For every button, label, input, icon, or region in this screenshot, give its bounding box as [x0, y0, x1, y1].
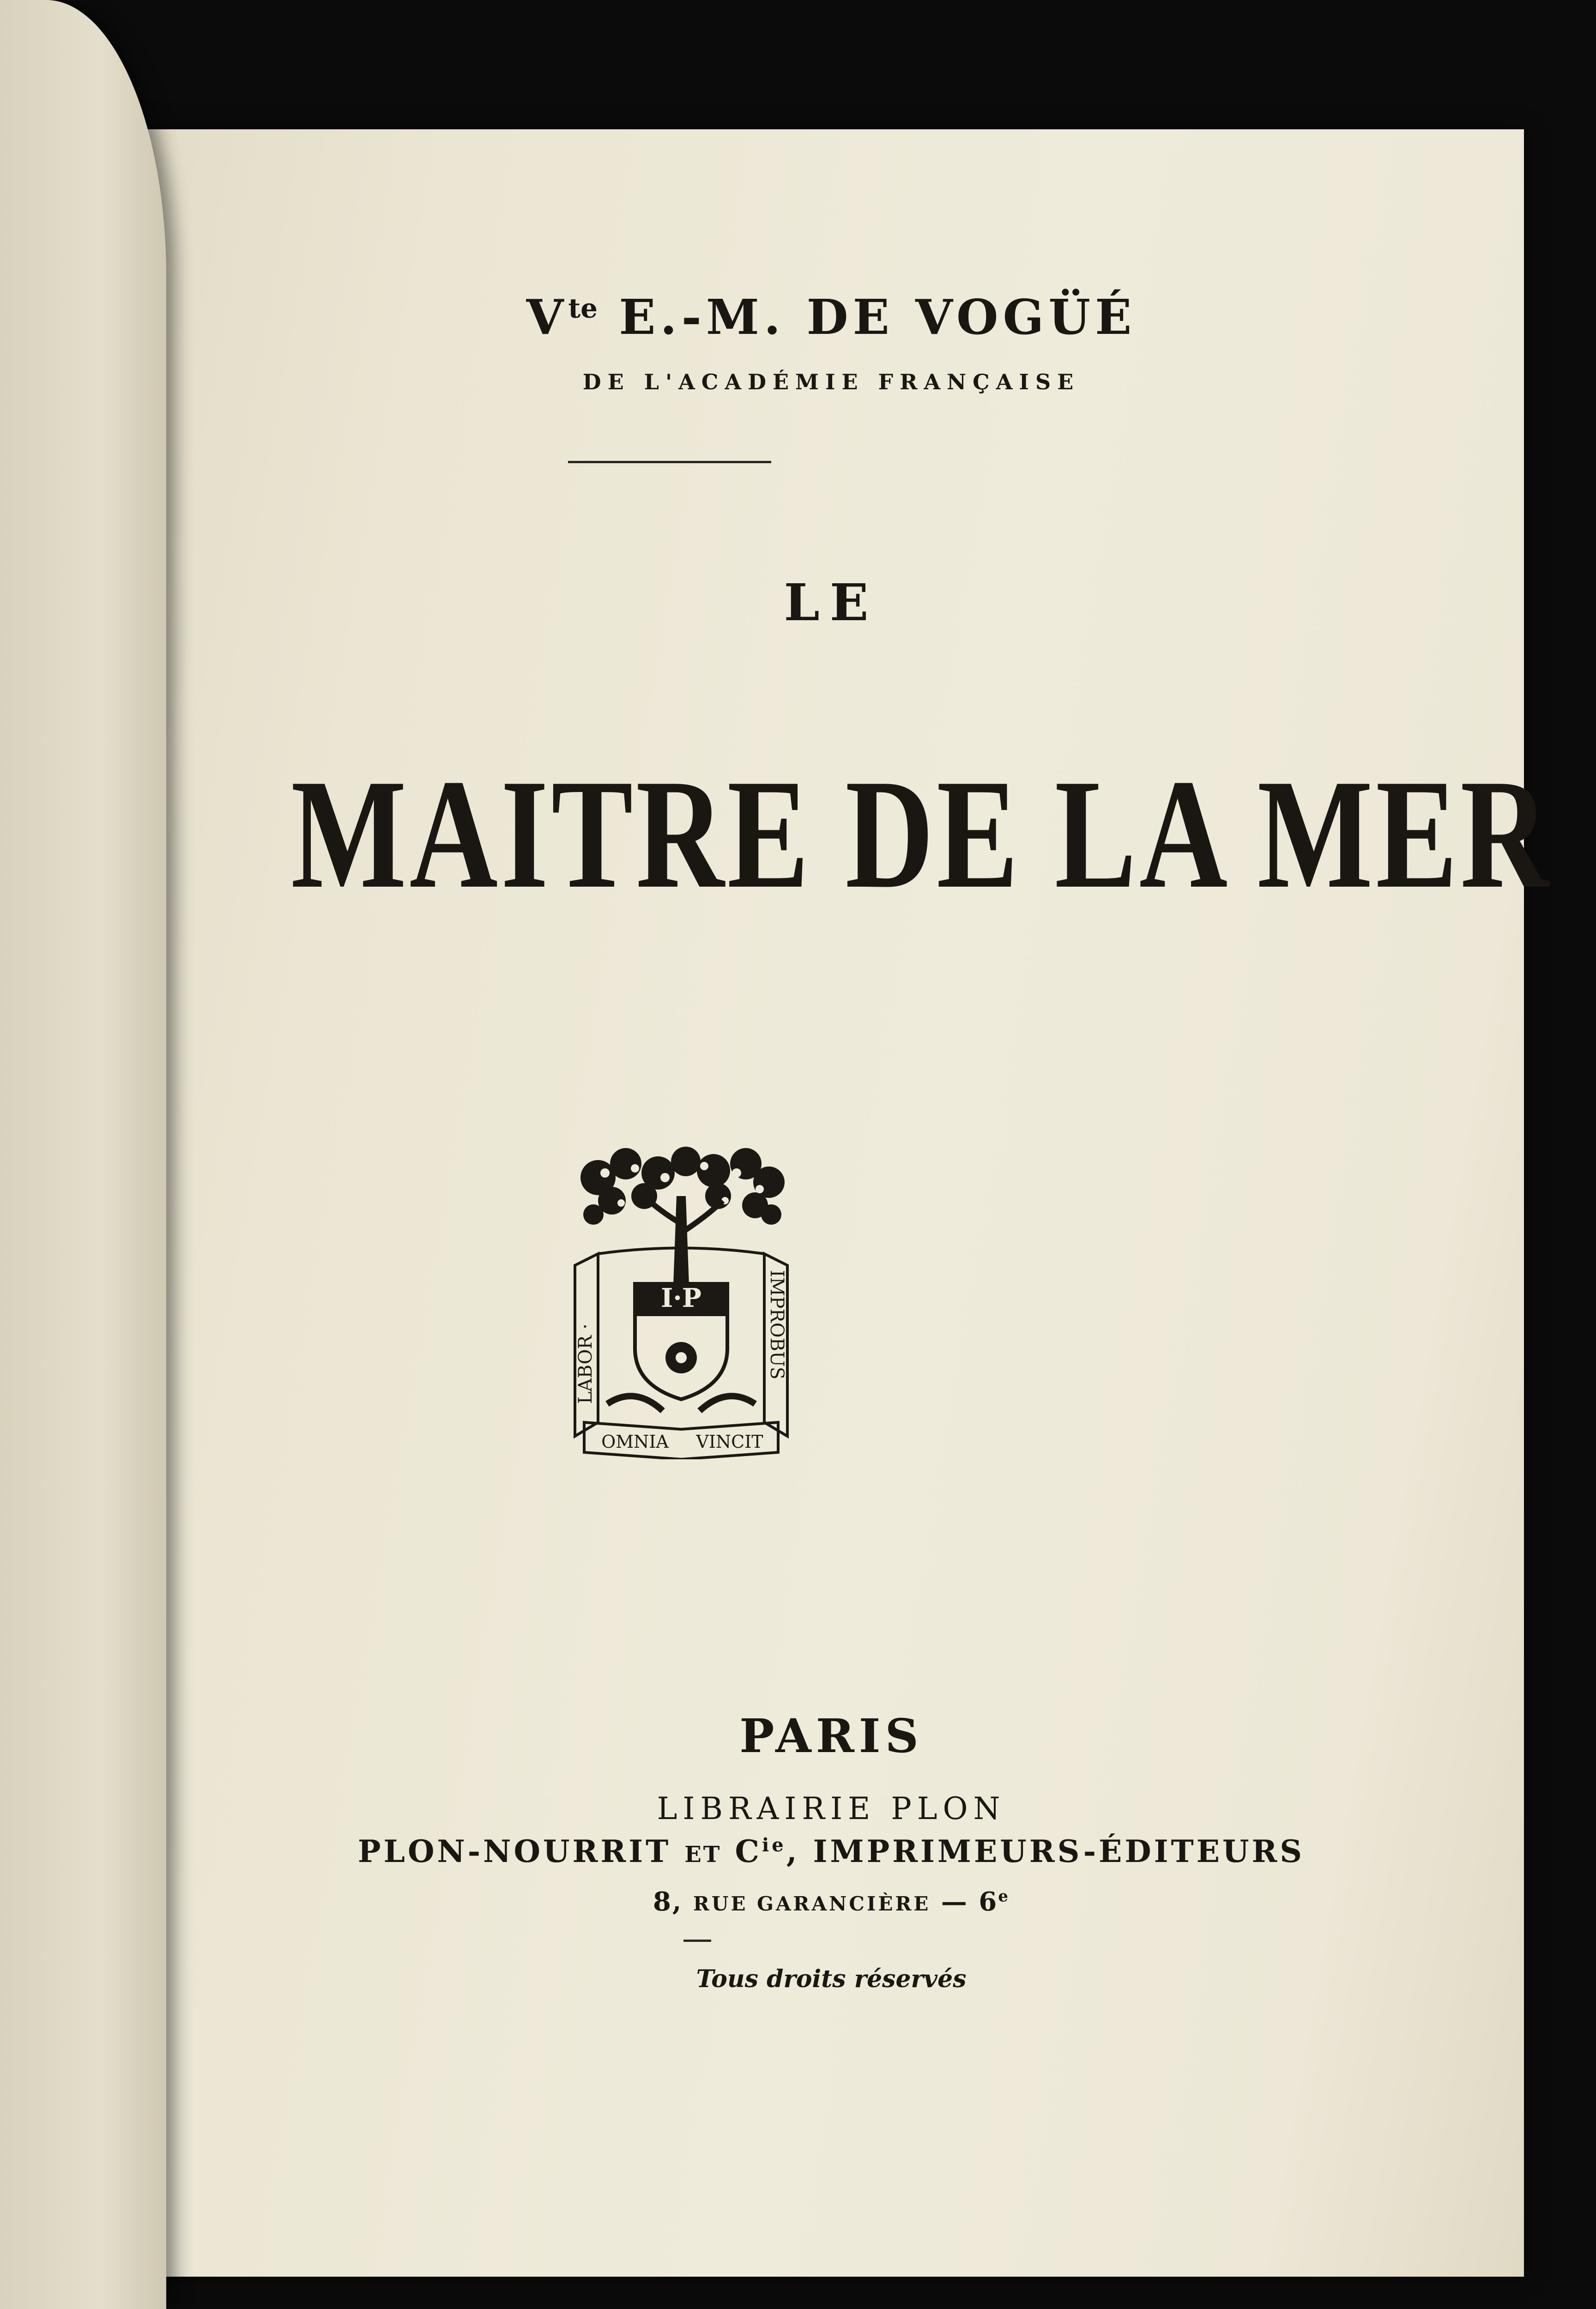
publisher-address: [139, 1886, 1524, 1917]
publisher-name: LIBRAIRIE PLON: [657, 1791, 1006, 1826]
facing-page-edge: [0, 0, 166, 2309]
printers-c-sup: ie: [762, 1834, 786, 1856]
author-prefix-sup: te: [568, 292, 598, 324]
emblem-motto-bottom-right: VINCIT: [696, 1432, 763, 1452]
author-prefix: V: [526, 289, 568, 345]
title-page: [139, 129, 1552, 2277]
printers-role: , IMPRIMEURS-ÉDITEURS: [786, 1833, 1305, 1869]
academy-affiliation: DE L'ACADÉMIE FRANÇAISE: [582, 369, 1080, 394]
imprint-city: PARIS: [739, 1709, 923, 1763]
emblem-monogram: I·P: [661, 1283, 701, 1313]
address-street: RUE GARANCIÈRE: [693, 1892, 931, 1915]
address-arrondissement-sup: e: [998, 1887, 1010, 1906]
title-article: LE: [784, 573, 879, 632]
printers-et: ET: [684, 1842, 722, 1868]
author-name: E.-M. DE VOGÜÉ: [619, 289, 1137, 345]
printers-c: C: [735, 1833, 762, 1869]
address-number: 8,: [653, 1886, 683, 1917]
emblem-motto-left: LABOR ·: [575, 1324, 596, 1404]
address-arrondissement: — 6: [931, 1886, 998, 1917]
printers-name: PLON-NOURRIT: [357, 1833, 671, 1869]
emblem-motto-bottom-left: OMNIA: [601, 1432, 669, 1452]
author-line: [139, 289, 1524, 345]
rights-notice: Tous droits réservés: [696, 1965, 967, 1993]
divider-rule: [568, 461, 771, 463]
printers-mark-emblem: [566, 1145, 797, 1459]
emblem-motto-right: IMPROBUS: [766, 1270, 787, 1380]
book-title: MAITRE DE LA MER: [291, 747, 1552, 921]
short-dash: [683, 1940, 711, 1942]
printers-line: [139, 1833, 1524, 1869]
